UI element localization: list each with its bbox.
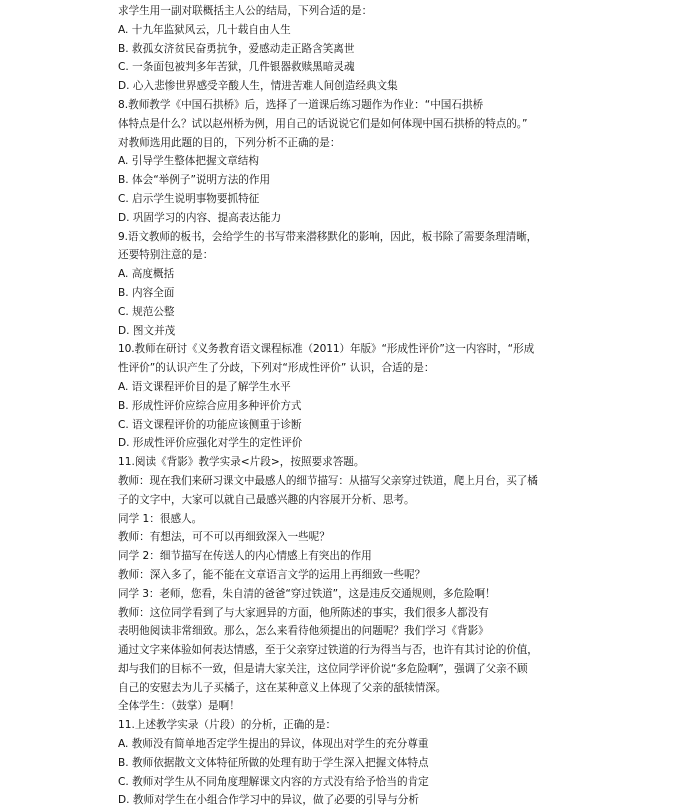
- text-line: 表明他阅读非常细致。那么，怎么来看待他须提出的问题呢？我们学习《背影》: [118, 625, 489, 638]
- option-c: C. 教师对学生从不同角度理解课文内容的方式没有给予恰当的肯定: [118, 775, 429, 788]
- option-b: B. 教师依据散文文体特征所做的处理有助于学生深入把握文体特点: [118, 756, 429, 769]
- text-line: 还要特别注意的是：: [118, 249, 214, 262]
- question-11-heading: 11.阅读《背影》教学实录<片段>，按照要求答题。: [118, 456, 365, 469]
- option-a: A. 语文课程评价目的是了解学生水平: [118, 380, 291, 393]
- option-d: D. 形成性评价应强化对学生的定性评价: [118, 437, 303, 450]
- text-line: 全体学生：（鼓掌）是啊！: [118, 700, 240, 713]
- option-d: D. 教师对学生在小组合作学习中的异议，做了必要的引导与分析: [118, 794, 419, 807]
- text-line: 性评价”的认识产生了分歧，下列对“形成性评价” 认识，合适的是：: [118, 362, 435, 375]
- text-line: 同学 2：细节描写在传送人的内心情感上有突出的作用: [118, 550, 372, 563]
- question-11: 11.上述教学实录（片段）的分析，正确的是：: [118, 719, 337, 732]
- option-a: A. 引导学生整体把握文章结构: [118, 155, 259, 168]
- option-a: A. 教师没有简单地否定学生提出的异议，体现出对学生的充分尊重: [118, 738, 429, 751]
- question-10: 10.教师在研讨《义务教育语文课程标准（2011）年版》“形成性评价”这一内容时，“形成: [118, 343, 535, 356]
- option-a: A. 高度概括: [118, 268, 175, 281]
- text-line: 同学 1：很感人。: [118, 512, 203, 525]
- option-c: C. 一条面包被判多年苦狱，几件银器救赎黑暗灵魂: [118, 61, 355, 74]
- text-line: 求学生用一副对联概括主人公的结局，下列合适的是：: [118, 5, 373, 17]
- text-line: 教师：深入多了，能不能在文章语言文学的运用上再细致一些呢？: [118, 568, 426, 581]
- text-line: 子的文字中，大家可以就自己最感兴趣的内容展开分析、思考。: [118, 493, 415, 506]
- text-line: 通过文字来体验如何表达情感，至于父亲穿过铁道的行为得当与否，也许有其讨论的价值，: [118, 644, 538, 657]
- option-d: D. 巩固学习的内容、提高表达能力: [118, 211, 282, 224]
- text-line: 体特点是什么？试以赵州桥为例，用自己的话说说它们是如何体现中国石拱桥的特点的。”: [118, 117, 528, 130]
- option-b: B. 内容全面: [118, 286, 175, 299]
- option-c: C. 启示学生说明事物要抓特征: [118, 192, 260, 205]
- text-line: 同学 3：老师，您看，朱自清的爸爸“穿过铁道”，这是违反交通规则，多危险啊！: [118, 587, 496, 600]
- text-line: 教师：这位同学看到了与大家迥异的方面，他所陈述的事实，我们很多人都没有: [118, 606, 489, 619]
- text-line: 教师：现在我们来研习课文中最感人的细节描写：从描写父亲穿过铁道，爬上月台，买了橘: [118, 474, 538, 487]
- question-8: 8.教师教学《中国石拱桥》后，选择了一道课后练习题作为作业：“中国石拱桥: [118, 98, 484, 111]
- text-line: 却与我们的目标不一致，但是请大家关注，这位同学评价说“多危险啊”，强调了父亲不顾: [118, 662, 528, 675]
- option-c: C. 语文课程评价的功能应该侧重于诊断: [118, 418, 302, 431]
- document-body: [118, 2, 578, 810]
- question-9: 9.语文教师的板书，会给学生的书写带来潜移默化的影响，因此，板书除了需要条理清晰，: [118, 230, 538, 243]
- option-d: D. 心入悲惨世界感受辛酸人生，情进苦难人间创造经典文集: [118, 80, 398, 93]
- option-c: C. 规范公整: [118, 305, 175, 318]
- option-a: A. 十九年监狱风云，几十载自由人生: [118, 23, 291, 36]
- option-b: B. 体会“举例子”说明方法的作用: [118, 174, 271, 187]
- option-d: D. 图文并茂: [118, 324, 176, 337]
- option-b: B. 形成性评价应综合应用多种评价方式: [118, 399, 302, 412]
- option-b: B. 救孤女济贫民奋勇抗争，爱感动走正路含笑离世: [118, 42, 355, 55]
- text-line: 对教师选用此题的目的，下列分析不正确的是：: [118, 136, 341, 149]
- text-line: 自己的安慰去为儿子买橘子，这在某种意义上体现了父亲的舐犊情深。: [118, 681, 447, 694]
- text-line: 教师：有想法，可不可以再细致深入一些呢？: [118, 531, 330, 544]
